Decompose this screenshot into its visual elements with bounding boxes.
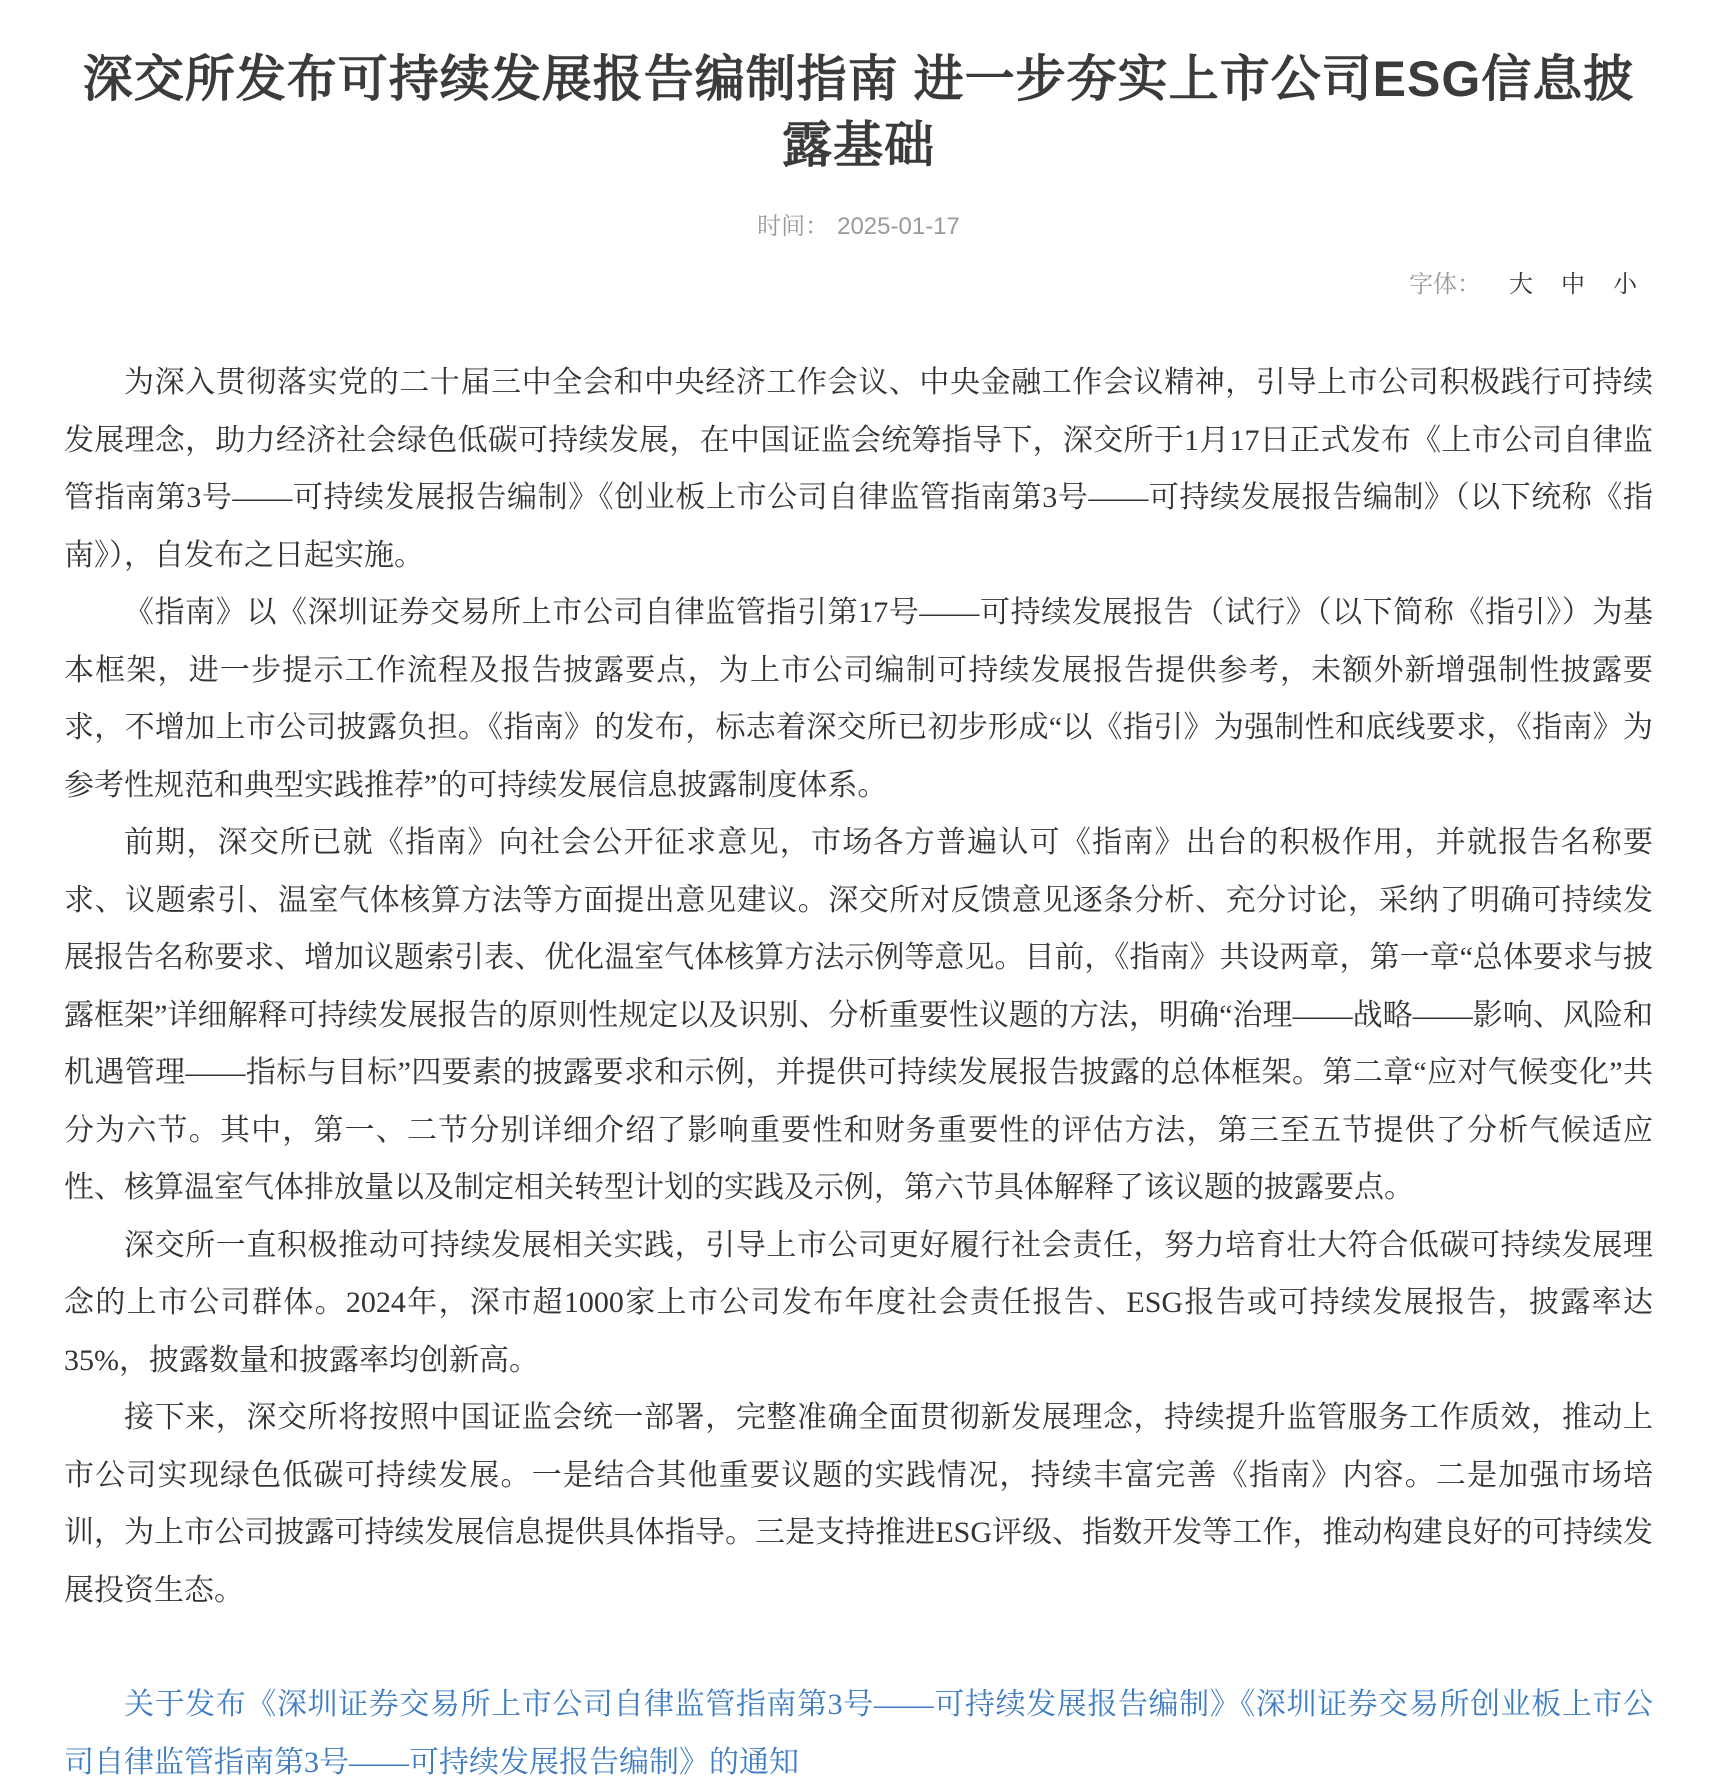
font-size-small-button[interactable]: 小: [1613, 271, 1637, 298]
font-size-label: 字体：: [1409, 271, 1481, 298]
article-paragraph-3: 前期，深交所已就《指南》向社会公开征求意见，市场各方普遍认可《指南》出台的积极作用，并就报告名称要求、议题索引、温室气体核算方法等方面提出意见建议。深交所对反馈意见逐条分析、充分讨论，采纳了明确可持续发展报告名称要求、增加议题索引表、优化温室气体核算方法示例等意见。目前，《指南》共设两章，第一章“总体要求与披露框架”详细解释可持续发展报告的原则性规定以及识别、分析重要性议题的方法，明确“治理——战略——影响、风险和机遇管理——指标与目标”四要素的披露要求和示例，并提供可持续发展报告披露的总体框架。第二章“应对气候变化”共分为六节。其中，第一、二节分别详细介绍了影响重要性和财务重要性的评估方法，第三至五节提供了分析气候适应性、核算温室气体排放量以及制定相关转型计划的实践及示例，第六节具体解释了该议题的披露要点。: [64, 826, 1653, 1204]
notice-link[interactable]: 关于发布《深圳证券交易所上市公司自律监管指南第3号——可持续发展报告编制》《深圳证券交易所创业板上市公司自律监管指南第3号——可持续发展报告编制》的通知: [64, 1688, 1653, 1779]
publish-time-value: 2025-01-17: [837, 213, 960, 240]
article-paragraph-4: 深交所一直积极推动可持续发展相关实践，引导上市公司更好履行社会责任，努力培育壮大符合低碳可持续发展理念的上市公司群体。2024年，深市超1000家上市公司发布年度社会责任报告、ESG报告或可持续发展报告，披露率达35%，披露数量和披露率均创新高。: [64, 1228, 1653, 1377]
article-body: [64, 354, 1653, 1791]
notice-paragraph: [64, 1676, 1653, 1791]
article-paragraph-2: 《指南》以《深圳证券交易所上市公司自律监管指引第17号——可持续发展报告（试行》（以下简称《指引》）为基本框架，进一步提示工作流程及报告披露要点，为上市公司编制可持续发展报告提供参考，未额外新增强制性披露要求，不增加上市公司披露负担。《指南》的发布，标志着深交所已初步形成“以《指引》为强制性和底线要求，《指南》为参考性规范和典型实践推荐”的可持续发展信息披露制度体系。: [64, 596, 1653, 802]
page-title: 深交所发布可持续发展报告编制指南 进一步夯实上市公司ESG信息披露基础: [82, 51, 1635, 173]
article-paragraph-5: 接下来，深交所将按照中国证监会统一部署，完整准确全面贯彻新发展理念，持续提升监管服务工作质效，推动上市公司实现绿色低碳可持续发展。一是结合其他重要议题的实践情况，持续丰富完善《指南》内容。二是加强市场培训，为上市公司披露可持续发展信息提供具体指导。三是支持推进ESG评级、指数开发等工作，推动构建良好的可持续发展投资生态。: [64, 1401, 1653, 1607]
publish-time-row: [64, 212, 1653, 242]
font-size-medium-button[interactable]: 中: [1561, 271, 1585, 298]
font-size-controls: [64, 270, 1653, 300]
font-size-large-button[interactable]: 大: [1509, 271, 1533, 298]
article-paragraph-1: 为深入贯彻落实党的二十届三中全会和中央经济工作会议、中央金融工作会议精神，引导上市公司积极践行可持续发展理念，助力经济社会绿色低碳可持续发展，在中国证监会统筹指导下，深交所于1月17日正式发布《上市公司自律监管指南第3号——可持续发展报告编制》《创业板上市公司自律监管指南第3号——可持续发展报告编制》（以下统称《指南》），自发布之日起实施。: [64, 366, 1653, 572]
publish-time-label: 时间：: [757, 213, 830, 240]
